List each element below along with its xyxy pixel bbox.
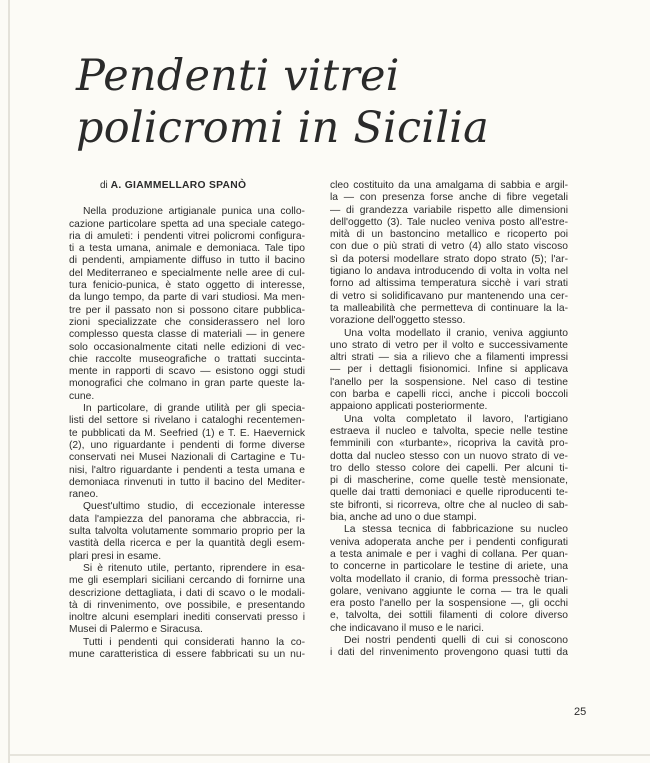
text-line: mità di un bastoncino metallico e ricoperto poi	[330, 229, 568, 241]
right-column-text	[330, 180, 568, 660]
left-column	[69, 180, 305, 661]
text-line: ria di amuleti: i pendenti vitrei policromi configura-	[69, 230, 305, 242]
page-edge-left	[8, 0, 10, 763]
article-title	[76, 50, 616, 154]
text-line: Una volta completato il lavoro, l'artigiano	[344, 413, 568, 425]
title-line-1: Pendenti vitrei	[76, 51, 400, 101]
text-line: del Mediterraneo e specialmente nelle aree di cul-	[69, 267, 305, 279]
text-line: appaiono applicati posteriormente.	[330, 401, 488, 413]
text-line: a testa animale e per i vaghi di collana. Per quan-	[330, 548, 568, 560]
text-line: listi del settore si rivelano i cataloghi recentemen-	[69, 415, 305, 427]
text-line: dell'oggetto (3). Tale nucleo veniva posto all'estre-	[330, 216, 568, 228]
text-line: inoltre alcuni esemplari inediti conservati presso i	[69, 612, 305, 624]
text-line: cune.	[69, 390, 95, 402]
text-line: cleo costituito da una amalgama di sabbia e argil-	[330, 180, 568, 191]
text-line: con barba e capelli ricci, anche i piccoli boccoli	[330, 389, 568, 401]
text-line: te pubblicati da M. Seefried (1) e T. E. Haevernick	[69, 427, 305, 439]
text-line: tre per il passato non si possono citare pubblica-	[69, 304, 305, 316]
text-line: descrizione dettagliata, i dati di scavo o le modali-	[69, 587, 305, 599]
text-line: tà di rinvenimento, ove possibile, e presentando	[69, 599, 305, 611]
byline	[69, 180, 305, 192]
text-line: pi di mascherine, come quelle testè mensionate,	[330, 475, 568, 487]
text-line: Musei di Palermo e Siracusa.	[69, 624, 203, 636]
text-line: i dati del rinvenimento provengono quasi tutti da	[330, 647, 568, 659]
text-line: Si è ritenuto utile, pertanto, riprendere in esa-	[83, 562, 305, 574]
text-line: (2), uno riguardante i pendenti di forme diverse	[69, 439, 305, 451]
text-line: Dei nostri pendenti quelli di cui si conoscono	[344, 634, 568, 646]
text-line: da lungo tempo, da parte di vari studiosi. Ma men-	[69, 292, 305, 304]
text-line: femminili con «turbante», ricopriva la cavità pro-	[330, 438, 568, 450]
text-line: data l'ampiezza del panorama che abbraccia, ri-	[69, 513, 305, 525]
text-line: demoniaca rinvenuti in tutto il bacino del Mediter-	[69, 476, 305, 488]
text-line: Nella produzione artigianale punica una collo-	[83, 206, 305, 218]
text-line: vastità della ricerca e per la quantità degli esem-	[69, 538, 305, 550]
text-line: tura fenicio-punica, è stato oggetto di interesse,	[69, 280, 305, 292]
title-line-2: policromi in Sicilia	[76, 103, 489, 153]
text-line: mune caratteristica di essere fabbricati su un nu-	[69, 648, 305, 660]
text-line: zioni specializzate che considerassero nel loro	[69, 316, 305, 328]
text-line: to concerne in particolare le testine di ariete, una	[330, 561, 568, 573]
text-line: Una volta modellato il cranio, veniva aggiunto	[344, 327, 568, 339]
text-line: altri strati — sia a rilievo che a filamenti impressi	[330, 352, 568, 364]
text-line: — di grandezza variabile rispetto alle dimensioni	[330, 204, 568, 216]
text-line: mente in rapporti di scavo — esistono oggi studi	[69, 366, 305, 378]
text-line: nisi, l'altro riguardante i pendenti a testa umana e	[69, 464, 305, 476]
text-line: tigiano lo andava introducendo di volta in volta nel	[330, 266, 568, 278]
byline-prefix: di	[100, 180, 108, 191]
text-line: la — con presenza forse anche di fibre vegetali	[330, 192, 568, 204]
text-line: con due o più strati di vetro (4) allo stato viscoso	[330, 241, 568, 253]
text-line: bia, anche ad uno o due stampi.	[330, 512, 477, 524]
text-line: sì da potersi modellare strato dopo strato (5); l'ar-	[330, 253, 568, 265]
text-line: volta modellato il cranio, di forma pressochè trian-	[330, 573, 568, 585]
text-line: tro dello stesso colore dei capelli. Per alcuni ti-	[330, 462, 568, 474]
text-line: monografici che colmano in gran parte queste la-	[69, 378, 305, 390]
text-line: quelle dai tratti demoniaci e quelle riproducenti te-	[330, 487, 568, 499]
text-line: sulta talvolta volutamente sommario proprio per la	[69, 526, 305, 538]
text-line: conservati nei Musei Nazionali di Cartagine e Tu-	[69, 452, 305, 464]
text-line: di vetro si solidificavano pur mantenendo una cer-	[330, 290, 568, 302]
text-line: estraeva il nucleo e talvolta, specie nelle testine	[330, 425, 568, 437]
text-line: complesso questa classe di materiali — in genere	[69, 329, 305, 341]
page-number: 25	[574, 706, 587, 718]
text-line: golare, venivano aggiunte le corna — tra le quali	[330, 585, 568, 597]
text-line: vorazione dell'oggetto stesso.	[330, 315, 466, 327]
text-line: era posto l'anello per la sospensione —, gli occhi	[330, 598, 568, 610]
text-line: e, talvolta, dei sottili filamenti di colore diverso	[330, 610, 568, 622]
right-column	[330, 180, 568, 660]
text-line: solo occasionalmente citati nelle edizioni di vec-	[69, 341, 305, 353]
text-line: chie raccolte museografiche o trattati succinta-	[69, 353, 305, 365]
text-line: ta malleabilità che permetteva di continuare la la-	[330, 302, 568, 314]
text-line: uno strato di vetro per il volto e successivamente	[330, 339, 568, 351]
text-line: — per i dettagli fisionomici. Infine si applicava	[330, 364, 568, 376]
text-line: forno ad altissima temperatura sicchè i vari strati	[330, 278, 568, 290]
text-line: cazione particolare spetta ad una speciale catego-	[69, 218, 305, 230]
text-line: ti a testa umana, animale e demoniaca. Tale tipo	[69, 243, 305, 255]
text-line: veniva adoperata anche per i pendenti configurati	[330, 536, 568, 548]
author-name: A. GIAMMELLARO SPANÒ	[110, 180, 247, 191]
text-line: La stessa tecnica di fabbricazione su nucleo	[344, 524, 568, 536]
text-line: plari presi in esame.	[69, 550, 162, 562]
page-edge-bottom	[10, 754, 650, 756]
text-line: Tutti i pendenti qui considerati hanno la co-	[83, 636, 305, 648]
text-line: Quest'ultimo studio, di eccezionale interesse	[83, 501, 305, 513]
left-column-text	[69, 206, 305, 661]
text-line: raneo.	[69, 489, 99, 501]
text-line: l'anello per la sospensione. Nel caso di testine	[330, 376, 568, 388]
text-line: In particolare, di grande utilità per gli specia-	[83, 403, 305, 415]
text-line: dotta dal nucleo stesso con un nuovo strato di ve-	[330, 450, 568, 462]
text-line: di pendenti, ampiamente diffuso in tutto il bacino	[69, 255, 305, 267]
text-line: che indicavano il muso e le narici.	[330, 622, 484, 634]
text-line: me gli esemplari siciliani cercando di fornirne una	[69, 575, 305, 587]
text-line: ste bifronti, si ricorreva, oltre che al nucleo di sab-	[330, 499, 568, 511]
